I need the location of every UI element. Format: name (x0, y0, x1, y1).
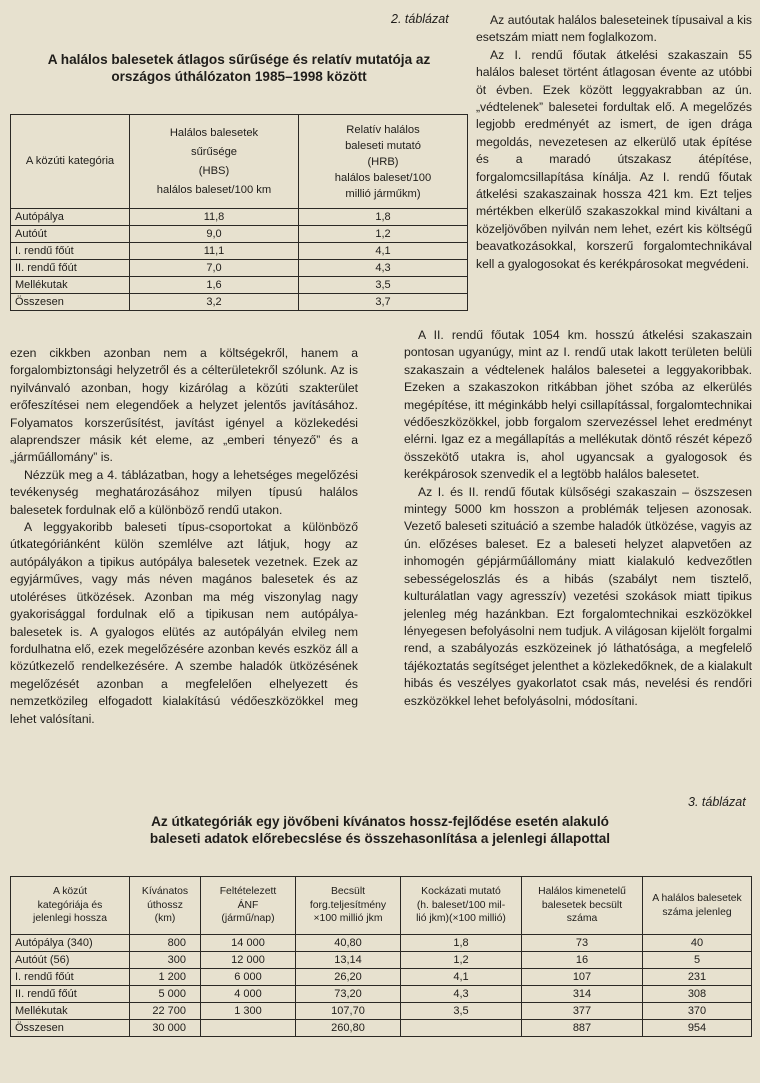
table-row: Mellékutak 22 700 1 300 107,70 3,5 377 370 (11, 1003, 752, 1020)
right-text-column-bottom (404, 327, 752, 710)
table2-header-hbs: Halálos balesetek sűrűsége (HBS) halálos baleset/100 km (130, 115, 299, 209)
table-row: Autóút 9,0 1,2 (11, 226, 468, 243)
table-row: I. rendű főút 1 200 6 000 26,20 4,1 107 231 (11, 969, 752, 986)
table3-title: Az útkategóriák egy jövőbeni kívánatos hossz-fejlődése esetén alakuló baleseti adatok előrebecslése és összehasonlítása a jelenlegi állapottal (149, 814, 611, 846)
table2-label: 2. táblázat (391, 12, 449, 26)
left-paragraph-1: ezen cikkben azonban nem a költségekről, hanem a forgalombiztonsági helyzetről és a célterületekről szólunk. Az is nyilvánvaló azonban, hogy kizárólag a közúti szakterület erőfeszítései nem elegendőek a helyzet jelentős javításához. Folyamatos korszerűsítést, javítást igényel a közlekedési alaprendszer másik két eleme, az „emberi tényező” és a „járműállomány” is. (10, 346, 358, 465)
left-paragraph-3: A leggyakoribb baleseti típus-csoportokat a különböző útkategóriánként külön szemlélve azt látjuk, hogy az autópályákon a tipikus autópálya balesetek vezetnek. Ezek az egyjárműves, vagy más néven magános balesetek és az utoléréses ütközések. Azonban ma még viszonylag nagy gyakorisággal fordulnak elő a tipikusan nem autópálya-balesetek is. A gyalogos elütés az autópályán elvileg nem fordulhatna elő, ezek megelőzésére azonban kevés eszköz áll a közútkezelő rendelkezésére. A szembe haladók ütközésének megelőzését azonban a megfelelően elhelyezett és nemzetközileg elfogadott kialakítású védőeszközökkel meg lehet valósítani. (10, 520, 358, 726)
right-paragraph-3: A II. rendű főutak 1054 km. hosszú átkelési szakaszain pontosan ugyanúgy, mint az I. rendű utak lakott területen belüli szakaszain a védtelenek halálos balesetei a leggyakoribbak. Ezeken a szakaszokon ritkábban jöhet szóba az elkerülés megépítése, itt méginkább helyi csillapítással, forgalomtechnikai védőeszközökkel, jobb forgalom szervezéssel lehet eredményt elérni. Igaz ez a megállapítás a mellékutak döntő részét képező összekötő utakra is, ahol ugyancsak a gyalogosok és kerékpárosok szenvedik el a legtöbb halálos balesetet. (404, 328, 752, 482)
table-row: Autópálya 11,8 1,8 (11, 209, 468, 226)
table2-header-category: A közúti kategória (11, 115, 130, 209)
table2 (10, 114, 468, 311)
table-row: Autóút (56) 300 12 000 13,14 1,2 16 5 (11, 952, 752, 969)
table2-title: A halálos balesetek átlagos sűrűsége és relatív mutatója az országos úthálózaton 1985–1998 között (47, 52, 431, 84)
table-row: Összesen 3,2 3,7 (11, 294, 468, 311)
table-row: Összesen 30 000 260,80 887 954 (11, 1020, 752, 1037)
right-paragraph-4: Az I. és II. rendű főutak külsőségi szakaszain – öszszesen mintegy 5000 km hosszon a problémák teljesen azonosak. Vezető baleseti szituáció a szembe haladók ütközése, vagyis az ún. előzéses baleset. Ez a baleseti helyzet alapvetően az inhomogén gépjárműállomány miatt kialakuló kedvezőtlen sebességeloszlás és a hibás (szabályt nem tisztelő, kulturálatlan vagy agresszív) vezetési szokások miatt tipikus jelenleg még hazánkban. Ezt forgalomtechnikai eszközökkel lényegesen befolyásolni nem tudjuk. A világosan kijelölt forgalmi rend, a szabályozás eszközeinek jó láthatósága, a megfelelő tájékoztatás segítséget jelenthet a közlekedőknek, de a kialakult hibás és veszélyes gyakorlatot csak más, nevelési és rendőri eszközökkel lehet befolyásolni, módosítani. (404, 484, 752, 708)
table3-label: 3. táblázat (688, 795, 746, 809)
right-paragraph-1: Az autóutak halálos baleseteinek típusaival a kis esetszám miatt nem foglalkozom. (476, 13, 752, 45)
table3-header-estimated: Halálos kimenetelű balesetek becsült száma (522, 877, 643, 935)
table-row: I. rendű főút 11,1 4,1 (11, 243, 468, 260)
table-row: Autópálya (340) 800 14 000 40,80 1,8 73 40 (11, 935, 752, 952)
table3-header-anf: Feltételezett ÁNF (jármű/nap) (201, 877, 296, 935)
right-paragraph-2: Az I. rendű főutak átkelési szakaszain 55 halálos baleset történt átlagosan évente az utóbbi öt évben. Ezek között leggyakrabban az ún. „védtelenek” balesetei fordultak elő. A megelőzés legjobb eredményét az ismert, de igen drága megoldás, nevezetesen az elkerülő utak építése és a maradó útszakasz átépítése, forgalomcsillapítása kínálja. Az I. rendű főutak átkelési szakaszainak hossza 421 km. Ezt teljes mértékben elkerülő szakaszokkal mind kiváltani a közeljövőben nyilván nem lehet, ezért kis költségű beavatkozásokkal, korszerű forgalomtechnikával kell a gyalogosokat és kerékpárosokat megvédeni. (476, 47, 752, 271)
table3-header-category: A közút kategóriája és jelenlegi hossza (11, 877, 130, 935)
table-row: II. rendű főút 5 000 4 000 73,20 4,3 314 308 (11, 986, 752, 1003)
table3-header-length: Kívánatos úthossz (km) (130, 877, 201, 935)
left-paragraph-2: Nézzük meg a 4. táblázatban, hogy a lehetséges megelőzési tevékenység meghatározásához milyen típusú halálos balesetek fordulnak elő a különböző rendű utakon. (10, 467, 358, 517)
table3-header-traffic: Becsült forg.teljesítmény ×100 millió jkm (296, 877, 401, 935)
right-text-column-top (476, 12, 752, 273)
table-row: II. rendű főút 7,0 4,3 (11, 260, 468, 277)
left-text-column (10, 345, 358, 728)
table2-header-hrb: Relatív halálos baleseti mutató (HRB) halálos baleset/100 millió járműkm) (299, 115, 468, 209)
table3-header-current: A halálos balesetek száma jelenleg (643, 877, 752, 935)
table3-header-row (11, 877, 752, 935)
table-row: Mellékutak 1,6 3,5 (11, 277, 468, 294)
table3-header-risk: Kockázati mutató (h. baleset/100 mil- lió jkm)(×100 millió) (401, 877, 522, 935)
table2-header-row (11, 115, 468, 209)
table3 (10, 876, 752, 1037)
